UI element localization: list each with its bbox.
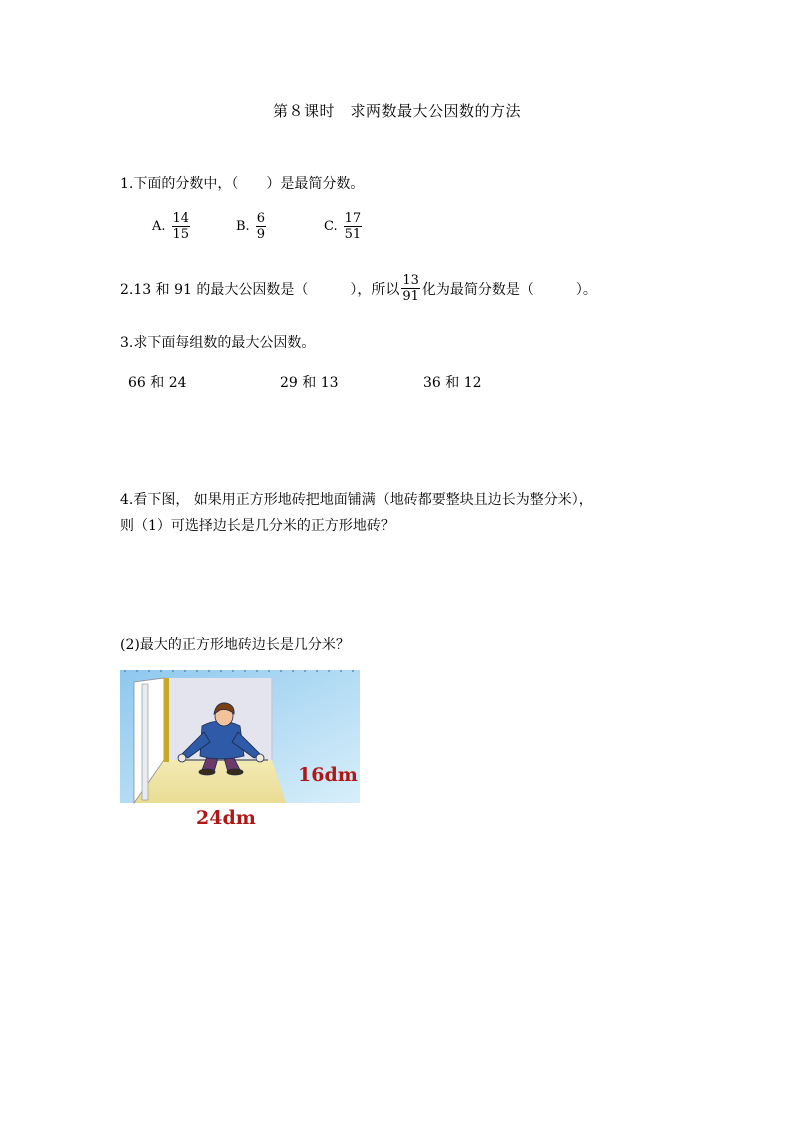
fraction (344, 211, 363, 242)
q1-option-c (324, 211, 364, 242)
denominator: 51 (344, 227, 362, 242)
question-4-part-2: (2)最大的正方形地砖边长是几分米？ (120, 637, 350, 653)
q1-option-b (236, 211, 268, 242)
number-pair-2: 29 和 13 (280, 375, 339, 391)
number-pair-1: 66 和 24 (128, 375, 187, 391)
q1-option-a (152, 211, 192, 242)
fraction (401, 273, 420, 304)
question-4-line-1: 4.看下图， 如果用正方形地砖把地面铺满（地砖都要整块且边长为整分米）， (120, 492, 593, 508)
numerator: 17 (344, 211, 362, 226)
door-frame (164, 678, 169, 762)
option-label: C. (324, 219, 338, 234)
fraction (172, 211, 191, 242)
number-pair-3: 36 和 12 (423, 375, 482, 391)
height-label: 16dm (298, 764, 358, 786)
option-label: A. (152, 219, 166, 234)
question-4-line-2: 则（1）可选择边长是几分米的正方形地砖？ (120, 518, 395, 534)
width-label: 24dm (196, 807, 256, 829)
question-2-part2: 化为最简分数是（ ）。 (421, 281, 597, 298)
page-title: 第８课时 求两数最大公因数的方法 (272, 102, 521, 120)
numerator: 13 (402, 273, 419, 288)
numerator: 6 (256, 211, 265, 226)
question-2-part1: 2.13 和 91 的最大公因数是（ ），所以 (120, 281, 400, 298)
denominator: 9 (256, 227, 265, 242)
question-1-text: 1.下面的分数中，（ ）是最简分数。 (120, 176, 365, 192)
question-3-text: 3.求下面每组数的最大公因数。 (120, 335, 316, 351)
denominator: 91 (402, 289, 419, 304)
room-measurement-figure (120, 668, 360, 833)
numerator: 14 (172, 211, 190, 226)
fraction (256, 211, 266, 242)
denominator: 15 (172, 227, 190, 242)
question-2 (120, 273, 597, 304)
option-label: B. (236, 219, 250, 234)
